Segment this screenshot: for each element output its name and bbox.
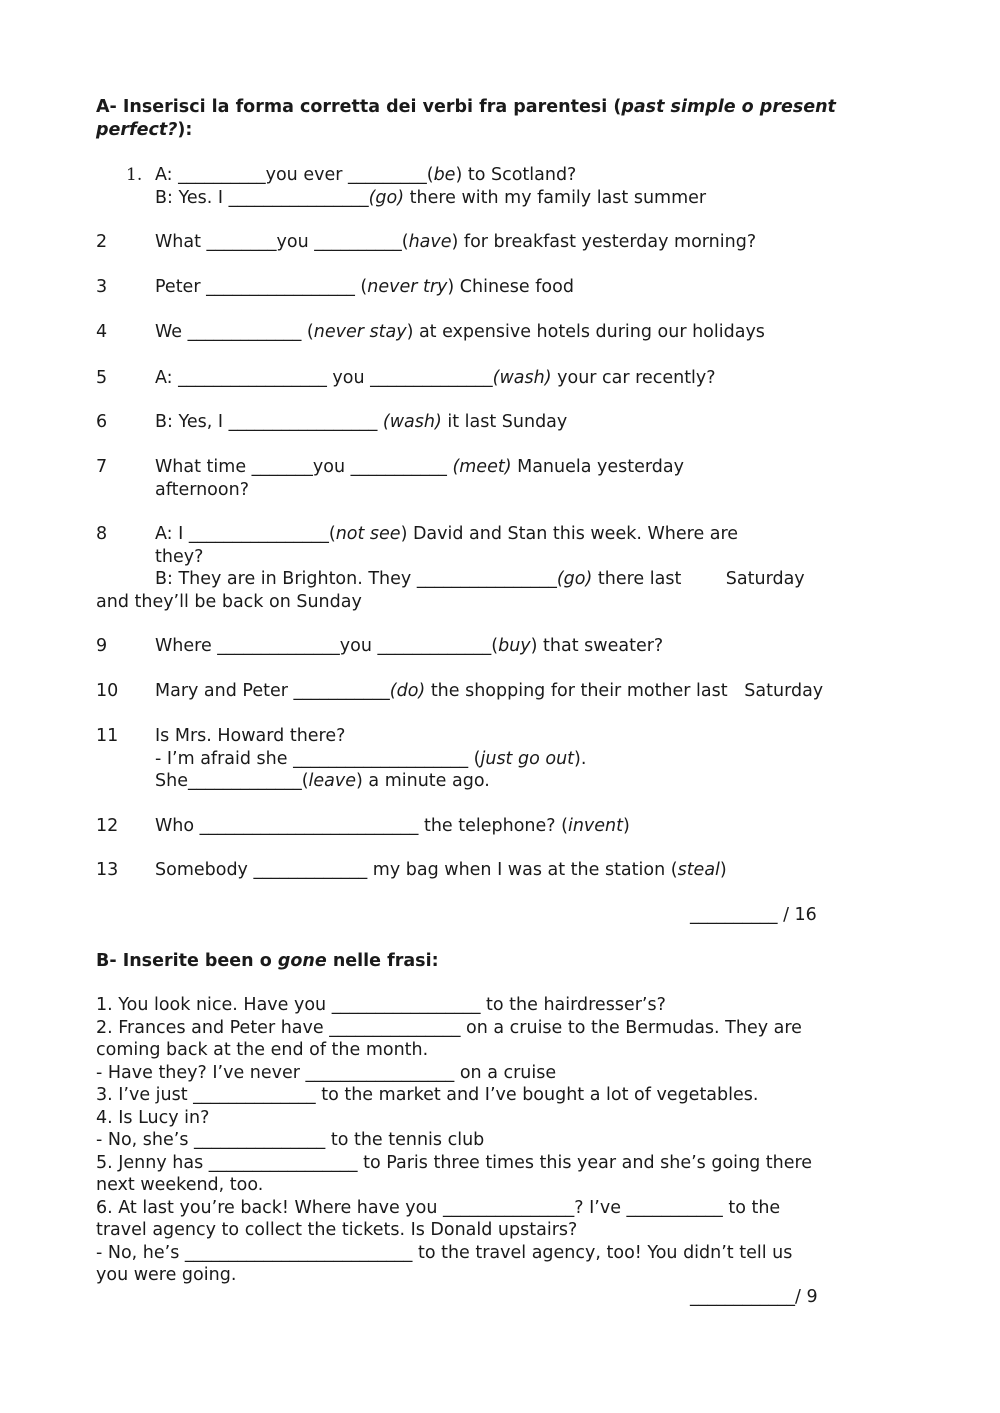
sentence-text: ) at expensive hotels during our holidays [406, 322, 765, 342]
section-b-line: - Have they? I’ve never _________________ on a cruise [96, 1062, 557, 1083]
sentence-text: Who _________________________ the telephone? ( [155, 816, 568, 836]
section-b-line: - No, she’s _______________ to the tennis club [96, 1130, 485, 1150]
item-3-number: 3 [96, 277, 108, 297]
section-a-title [96, 96, 896, 141]
item-8-line-continuation: and they’ll be back on Sunday [96, 591, 362, 612]
item-11-line-3 [155, 770, 490, 793]
sentence-text: ) a minute ago. [356, 771, 490, 791]
verb-hint: just go out [480, 748, 575, 769]
section-b-line: you were going. [96, 1265, 237, 1285]
section-b-title [96, 950, 896, 973]
item-2-line-1 [155, 231, 756, 254]
section-b-title-text: B- Inserite been o [96, 951, 278, 971]
sentence-text: A: __________you ever _________( [155, 165, 434, 185]
verb-hint: invent [567, 816, 623, 836]
section-b-line: travel agency to collect the tickets. Is Donald upstairs? [96, 1220, 578, 1240]
item-4-line-1 [155, 321, 765, 344]
item-10-line-1 [155, 680, 823, 703]
verb-hint: (go) [368, 187, 405, 208]
item-2-number: 2 [96, 232, 108, 252]
item-12-number: 12 [96, 816, 119, 836]
sentence-text: B: They are in Brighton. They ________________ [155, 569, 557, 589]
section-b-line: 5. Jenny has _________________ to Paris three times this year and she’s going there [96, 1152, 813, 1173]
sentence-text: it last Sunday [441, 412, 568, 432]
verb-hint: buy [498, 636, 531, 656]
sentence-text: ) [719, 860, 727, 880]
verb-hint: (do) [389, 681, 426, 701]
sentence-text: - I’m afraid she ____________________ ( [155, 748, 481, 769]
sentence-text: ) Chinese food [447, 277, 574, 297]
sentence-text: A: _________________ you ______________ [155, 368, 493, 388]
sentence-text: What ________you __________( [155, 232, 409, 252]
item-7-line-2 [155, 479, 249, 502]
section-b-line: 6. At last you’re back! Where have you _______________? I’ve ___________ to the [96, 1197, 781, 1218]
item-6-line-1 [155, 411, 567, 434]
verb-hint: be [433, 165, 456, 185]
verb-hint: leave [308, 771, 357, 791]
item-6-number: 6 [96, 412, 108, 432]
item-9-number: 9 [96, 636, 108, 656]
section-b-line: 3. I’ve just ______________ to the market and I’ve bought a lot of vegetables. [96, 1085, 759, 1105]
section-a-title-emphasis: past simple o present perfect? [96, 97, 836, 140]
section-b-line: coming back at the end of the month. [96, 1040, 429, 1060]
item-8-number: 8 [96, 524, 108, 544]
sentence-text: there with my family last summer [404, 187, 707, 208]
sentence-text: ) that sweater? [530, 636, 664, 656]
item-9-line-1 [155, 635, 663, 658]
sentence-text: ) for breakfast yesterday morning? [451, 232, 757, 252]
sentence-text: ) David and Stan this week. Where are [400, 524, 739, 544]
item-5-line-1 [155, 367, 716, 390]
sentence-text: She_____________( [155, 771, 309, 791]
item-1-line-2 [155, 187, 706, 210]
item-7-line-1 [155, 456, 684, 479]
sentence-text: afternoon? [155, 479, 249, 500]
verb-hint: (wash) [492, 368, 552, 388]
sentence-text: Manuela yesterday [511, 457, 684, 477]
item-13-number: 13 [96, 860, 119, 880]
section-a-title-text: A- Inserisci la forma corretta dei verbi fra parentesi ( [96, 97, 622, 117]
sentence-text: your car recently? [551, 368, 716, 388]
item-8-line-1 [155, 523, 738, 546]
section-b-title-emphasis: gone [277, 951, 327, 971]
section-a-title-end: ): [177, 119, 193, 140]
verb-hint: steal [677, 860, 720, 880]
item-1-line-1 [155, 164, 576, 187]
verb-hint: never stay [313, 322, 407, 342]
section-b-line: - No, he’s __________________________ to the travel agency, too! You didn’t tell us [96, 1242, 793, 1263]
sentence-text: Somebody _____________ my bag when I was at the station ( [155, 860, 678, 880]
item-12-line-1 [155, 815, 630, 838]
section-b-line: 4. Is Lucy in? [96, 1107, 210, 1128]
sentence-text: ) [623, 816, 630, 836]
sentence-text: there last Saturday [592, 569, 805, 589]
section-b-title-end: nelle frasi: [326, 951, 439, 971]
sentence-text: Is Mrs. Howard there? [155, 726, 346, 746]
sentence-text: Peter _________________ ( [155, 277, 368, 297]
section-a-score: __________ / 16 [690, 905, 817, 925]
item-11-number: 11 [96, 726, 119, 746]
section-b-line: 1. You look nice. Have you _________________ to the hairdresser’s? [96, 995, 666, 1015]
item-11-line-2 [155, 748, 586, 771]
verb-hint: (meet) [452, 457, 512, 477]
sentence-text: B: Yes. I ________________ [155, 187, 369, 208]
item-1-number: 1. [126, 165, 143, 185]
sentence-text: What time _______you ___________ [155, 457, 453, 477]
sentence-text: Where ______________you _____________( [155, 636, 499, 656]
sentence-text: A: I ________________( [155, 524, 336, 544]
verb-hint: have [408, 232, 452, 252]
item-8-line-2 [155, 546, 203, 569]
section-b-line: next weekend, too. [96, 1175, 264, 1195]
sentence-text: the shopping for their mother last Saturday [425, 681, 824, 701]
verb-hint: (wash) [382, 412, 442, 432]
item-11-line-1 [155, 725, 345, 748]
sentence-text: they? [155, 546, 204, 567]
sentence-text: We _____________ ( [155, 322, 314, 342]
item-3-line-1 [155, 276, 574, 299]
sentence-text: ). [574, 748, 587, 769]
item-4-number: 4 [96, 322, 108, 342]
verb-hint: never try [367, 277, 448, 297]
section-b-line: 2. Frances and Peter have _______________ on a cruise to the Bermudas. They are [96, 1017, 802, 1038]
verb-hint: (go) [556, 569, 593, 589]
item-7-number: 7 [96, 457, 108, 477]
section-b-score: ____________/ 9 [690, 1287, 818, 1307]
verb-hint: not see [335, 524, 401, 544]
item-8-line-3 [155, 568, 805, 591]
sentence-text: ) to Scotland? [455, 165, 577, 185]
item-13-line-1 [155, 859, 727, 882]
item-5-number: 5 [96, 368, 108, 388]
sentence-text: B: Yes, I _________________ [155, 412, 383, 432]
item-10-number: 10 [96, 681, 119, 701]
sentence-text: Mary and Peter ___________ [155, 681, 390, 701]
